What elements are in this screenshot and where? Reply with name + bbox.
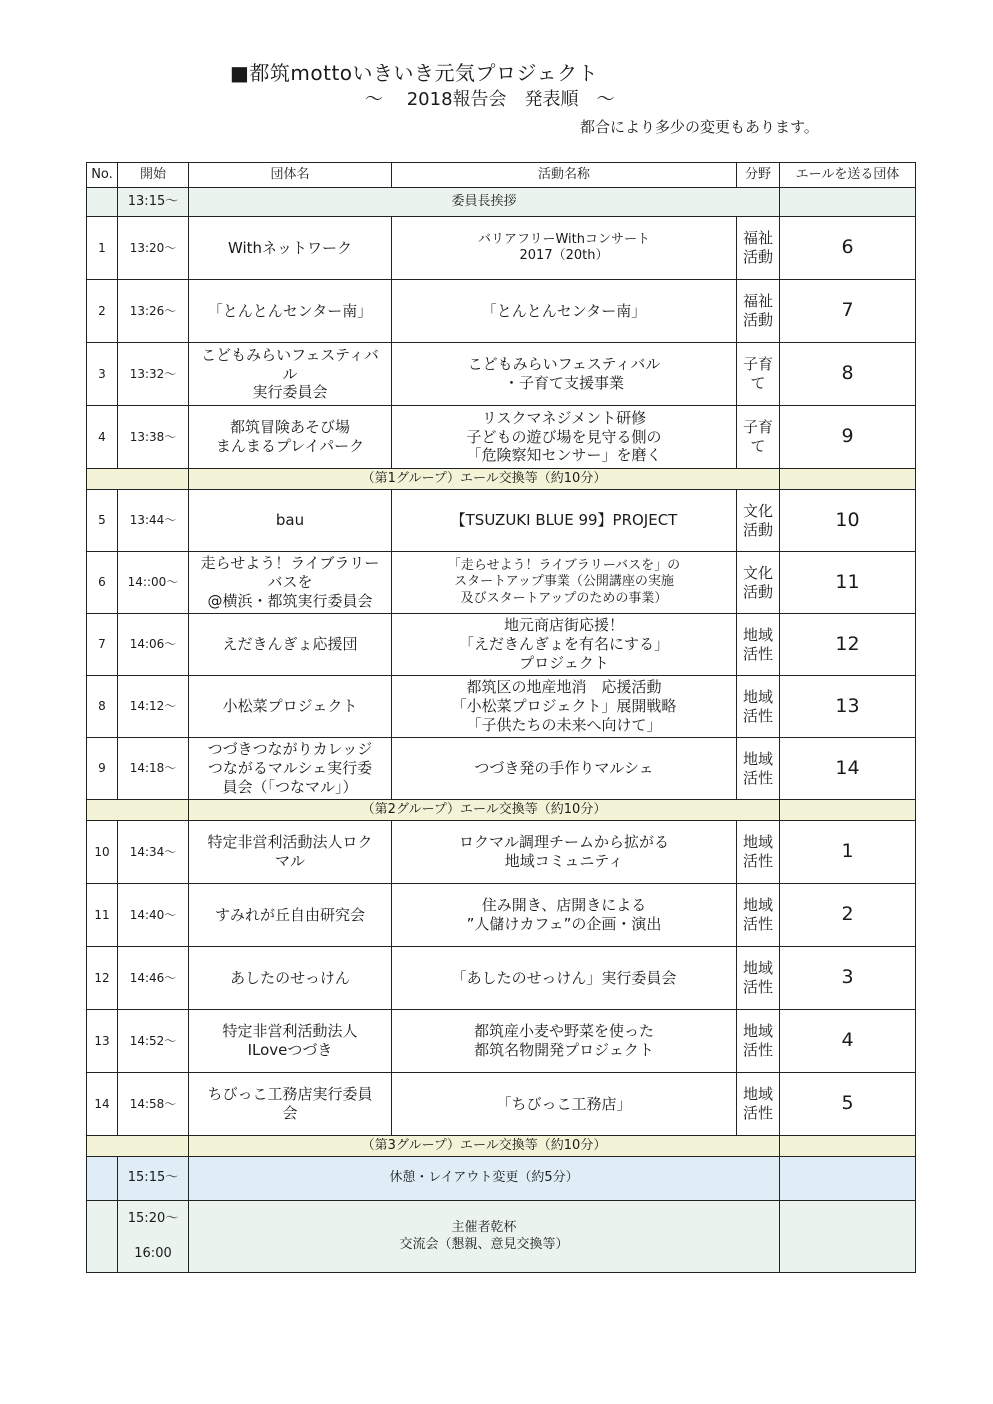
- row-org: 走らせよう！ライブラリー バスを @横浜・都筑実行委員会: [189, 552, 392, 614]
- row-activity: リスクマネジメント研修 子どもの遊び場を見守る側の 「危険察知センサー」を磨く: [392, 406, 737, 469]
- page-title: ■都筑mottoいきいき元気プロジェクト: [230, 61, 599, 85]
- row-cheer: 3: [780, 947, 916, 1010]
- closing-line-2: 交流会（懇親、意見交換等）: [399, 1236, 569, 1252]
- row-no: 9: [87, 738, 118, 800]
- row-org: 特定非営利活動法人ロク マル: [189, 821, 392, 884]
- row-activity: 「走らせよう！ライブラリーバスを」の スタートアップ事業（公開講座の実施 及びスタートアップのための事業）: [392, 552, 737, 614]
- col-header-no: No.: [87, 163, 118, 188]
- col-header-cheer: エールを送る団体: [780, 163, 916, 188]
- row-cheer: 13: [780, 676, 916, 738]
- schedule-row: [87, 676, 916, 738]
- closing-time: [118, 1201, 189, 1273]
- col-header-field: 分野: [737, 163, 780, 188]
- row-field: 地域 活性: [737, 1073, 780, 1136]
- row-no: 3: [87, 343, 118, 406]
- row-activity: 【TSUZUKI BLUE 99】PROJECT: [392, 490, 737, 552]
- schedule-row: [87, 280, 916, 343]
- closing-row: [87, 1201, 916, 1273]
- exchange-row: [87, 469, 916, 490]
- row-activity: 「ちびっこ工務店」: [392, 1073, 737, 1136]
- row-cheer: 7: [780, 280, 916, 343]
- schedule-row: [87, 1010, 916, 1073]
- schedule-row: [87, 406, 916, 469]
- row-time: 13:32～: [118, 343, 189, 406]
- exchange-text: （第3グループ）エール交換等（約10分）: [189, 1136, 780, 1157]
- row-field: 地域 活性: [737, 884, 780, 947]
- row-field: 文化 活動: [737, 490, 780, 552]
- row-time: 14:18～: [118, 738, 189, 800]
- exchange-text: （第1グループ）エール交換等（約10分）: [189, 469, 780, 490]
- row-field: 地域 活性: [737, 676, 780, 738]
- row-org: bau: [189, 490, 392, 552]
- row-no: 10: [87, 821, 118, 884]
- row-time: 13:26～: [118, 280, 189, 343]
- row-field: 福祉 活動: [737, 280, 780, 343]
- row-no: 4: [87, 406, 118, 469]
- row-activity: 都筑産小麦や野菜を使った 都筑名物開発プロジェクト: [392, 1010, 737, 1073]
- row-cheer: 2: [780, 884, 916, 947]
- row-time: 14:52～: [118, 1010, 189, 1073]
- row-field: 地域 活性: [737, 738, 780, 800]
- schedule-row: [87, 552, 916, 614]
- row-field: 子育 て: [737, 343, 780, 406]
- row-no: 14: [87, 1073, 118, 1136]
- row-cheer: 1: [780, 821, 916, 884]
- row-cheer: 5: [780, 1073, 916, 1136]
- row-activity: バリアフリーWithコンサート 2017（20th）: [392, 217, 737, 280]
- row-no: 8: [87, 676, 118, 738]
- row-time: 14:40～: [118, 884, 189, 947]
- row-org: あしたのせっけん: [189, 947, 392, 1010]
- row-time: 14:46～: [118, 947, 189, 1010]
- row-org: 「とんとんセンター南」: [189, 280, 392, 343]
- row-time: 14:12～: [118, 676, 189, 738]
- row-org: 小松菜プロジェクト: [189, 676, 392, 738]
- row-activity: ロクマル調理チームから拡がる 地域コミュニティ: [392, 821, 737, 884]
- row-field: 福祉 活動: [737, 217, 780, 280]
- row-activity: 地元商店街応援！ 「えだきんぎょを有名にする」 プロジェクト: [392, 614, 737, 676]
- schedule-row: [87, 343, 916, 406]
- row-no: 13: [87, 1010, 118, 1073]
- schedule-row: [87, 821, 916, 884]
- row-org: すみれが丘自由研究会: [189, 884, 392, 947]
- col-header-org: 団体名: [189, 163, 392, 188]
- closing-line-1: 主催者乾杯: [451, 1220, 517, 1236]
- row-org: ちびっこ工務店実行委員 会: [189, 1073, 392, 1136]
- row-cheer: 10: [780, 490, 916, 552]
- row-no: 5: [87, 490, 118, 552]
- row-activity: 「あしたのせっけん」実行委員会: [392, 947, 737, 1010]
- row-activity: 住み開き、店開きによる ”人儲けカフェ”の企画・演出: [392, 884, 737, 947]
- row-time: 14::00～: [118, 552, 189, 614]
- closing-time-start: 15:20～: [127, 1211, 179, 1227]
- opening-time: 13:15～: [118, 188, 189, 217]
- row-cheer: 14: [780, 738, 916, 800]
- row-activity: つづき発の手作りマルシェ: [392, 738, 737, 800]
- row-cheer: 4: [780, 1010, 916, 1073]
- col-header-start: 開始: [118, 163, 189, 188]
- row-time: 13:20～: [118, 217, 189, 280]
- break-time: 15:15～: [118, 1157, 189, 1201]
- row-field: 地域 活性: [737, 821, 780, 884]
- schedule-row: [87, 884, 916, 947]
- row-time: 14:34～: [118, 821, 189, 884]
- row-activity: こどもみらいフェスティバル ・子育て支援事業: [392, 343, 737, 406]
- col-header-activity: 活動名称: [392, 163, 737, 188]
- row-no: 1: [87, 217, 118, 280]
- row-org: Withネットワーク: [189, 217, 392, 280]
- row-org: 特定非営利活動法人 ILoveつづき: [189, 1010, 392, 1073]
- row-time: 14:06～: [118, 614, 189, 676]
- row-field: 地域 活性: [737, 947, 780, 1010]
- exchange-row: [87, 1136, 916, 1157]
- row-time: 14:58～: [118, 1073, 189, 1136]
- row-cheer: 8: [780, 343, 916, 406]
- row-org: えだきんぎょ応援団: [189, 614, 392, 676]
- row-no: 2: [87, 280, 118, 343]
- schedule-row: [87, 614, 916, 676]
- row-field: 地域 活性: [737, 614, 780, 676]
- row-cheer: 6: [780, 217, 916, 280]
- opening-text: 委員長挨拶: [189, 188, 780, 217]
- closing-text: [189, 1201, 780, 1273]
- row-cheer: 9: [780, 406, 916, 469]
- break-text: 休憩・レイアウト変更（約5分）: [189, 1157, 780, 1201]
- row-no: 7: [87, 614, 118, 676]
- row-no: 12: [87, 947, 118, 1010]
- schedule-row: [87, 217, 916, 280]
- row-org: こどもみらいフェスティバ ル 実行委員会: [189, 343, 392, 406]
- row-cheer: 12: [780, 614, 916, 676]
- row-org: つづきつながりカレッジ つながるマルシェ実行委 員会（「つなマル」）: [189, 738, 392, 800]
- header-row: [87, 163, 916, 188]
- schedule-row: [87, 738, 916, 800]
- row-cheer: 11: [780, 552, 916, 614]
- exchange-row: [87, 800, 916, 821]
- closing-time-end: 16:00: [134, 1245, 172, 1261]
- row-activity: 「とんとんセンター南」: [392, 280, 737, 343]
- break-row: [87, 1157, 916, 1201]
- row-no: 11: [87, 884, 118, 947]
- row-time: 13:38～: [118, 406, 189, 469]
- row-field: 地域 活性: [737, 1010, 780, 1073]
- schedule-row: [87, 947, 916, 1010]
- schedule-note: 都合により多少の変更もあります。: [580, 118, 819, 136]
- schedule-row: [87, 1073, 916, 1136]
- exchange-text: （第2グループ）エール交換等（約10分）: [189, 800, 780, 821]
- row-time: 13:44～: [118, 490, 189, 552]
- opening-row: [87, 188, 916, 217]
- row-activity: 都筑区の地産地消 応援活動 「小松菜プロジェクト」展開戦略 「子供たちの未来へ向けて」: [392, 676, 737, 738]
- row-no: 6: [87, 552, 118, 614]
- row-org: 都筑冒険あそび場 まんまるプレイパーク: [189, 406, 392, 469]
- row-field: 文化 活動: [737, 552, 780, 614]
- page-subtitle: ～ 2018報告会 発表順 ～: [365, 89, 615, 110]
- schedule-table: [86, 162, 916, 1273]
- schedule-row: [87, 490, 916, 552]
- row-field: 子育 て: [737, 406, 780, 469]
